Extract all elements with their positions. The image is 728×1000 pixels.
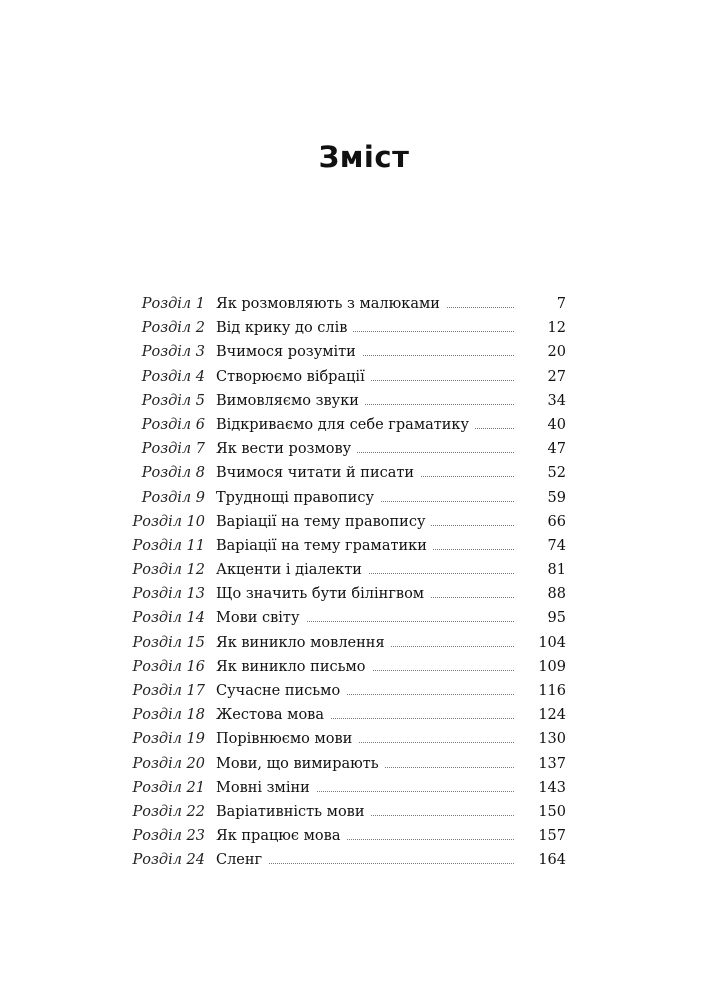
chapter-label: Розділ 5	[141, 392, 205, 409]
chapter-label: Розділ 9	[141, 489, 205, 506]
chapter-label: Розділ 24	[132, 852, 205, 869]
chapter-title: Як вести розмову	[216, 437, 357, 461]
chapter-label: Розділ 7	[141, 441, 205, 458]
chapter-label: Розділ 14	[132, 610, 205, 627]
chapter-label: Розділ 8	[141, 465, 205, 482]
toc-entry	[0, 752, 728, 776]
chapter-title: Труднощі правопису	[216, 486, 380, 510]
chapter-label: Розділ 17	[132, 683, 205, 699]
toc-entry	[0, 292, 728, 316]
page-number: 124	[538, 707, 566, 724]
chapter-title: Вчимося читати й писати	[216, 461, 420, 485]
chapter-label: Розділ 3	[141, 344, 205, 361]
page-number: 88	[547, 586, 566, 603]
chapter-label: Розділ 4	[141, 368, 205, 385]
chapter-label: Розділ 11	[132, 537, 205, 554]
page-number: 47	[547, 441, 566, 458]
page-number: 59	[547, 489, 566, 506]
chapter-title: Як виникло письмо	[216, 655, 372, 679]
chapter-title: Акценти і діалекти	[216, 558, 368, 582]
page-number: 130	[538, 731, 566, 748]
toc-entry	[0, 413, 728, 437]
page-number: 34	[547, 392, 566, 409]
page-number: 66	[547, 513, 566, 530]
chapter-label: Розділ 23	[132, 828, 205, 845]
page-number: 157	[538, 828, 566, 845]
toc-entry	[0, 703, 728, 727]
chapter-title: Варіації на тему граматики	[216, 534, 433, 558]
toc-entry	[0, 534, 728, 558]
chapter-title: Мовні зміни	[216, 776, 316, 800]
chapter-label: Розділ 6	[141, 416, 205, 433]
chapter-label: Розділ 21	[132, 779, 205, 796]
page-number: 109	[538, 658, 566, 675]
page-number: 104	[538, 634, 566, 651]
chapter-label: Розділ 13	[132, 586, 205, 603]
chapter-title: Варіативність мови	[216, 800, 371, 824]
toc-entry	[0, 510, 728, 534]
chapter-title: Мови світу	[216, 606, 306, 630]
chapter-title: Як працює мова	[216, 824, 346, 848]
page-number: 81	[547, 562, 566, 579]
chapter-title: Вчимося розуміти	[216, 340, 362, 364]
chapter-title: Як розмовляють з малюками	[216, 292, 446, 316]
toc-entry	[0, 316, 728, 340]
toc-entry	[0, 727, 728, 751]
page-number: 7	[556, 296, 566, 312]
toc-entry	[0, 437, 728, 461]
chapter-title: Жестова мова	[216, 703, 330, 727]
toc-entry	[0, 776, 728, 800]
toc-entry	[0, 824, 728, 848]
toc-entry	[0, 800, 728, 824]
chapter-label: Розділ 10	[132, 513, 205, 530]
page-number: 27	[547, 368, 566, 385]
toc-entry	[0, 486, 728, 510]
page-number: 143	[538, 779, 566, 796]
page-number: 74	[547, 537, 566, 554]
toc-entry	[0, 631, 728, 655]
chapter-title: Варіації на тему правопису	[216, 510, 431, 534]
page-number: 150	[538, 803, 566, 820]
chapter-label: Розділ 22	[132, 803, 205, 820]
chapter-title: Відкриваємо для себе граматику	[216, 413, 475, 437]
chapter-title: Як виникло мовлення	[216, 631, 391, 655]
chapter-label: Розділ 20	[132, 755, 205, 772]
page-number: 40	[547, 416, 566, 433]
page-title: Зміст	[318, 140, 410, 174]
chapter-title: Створюємо вібрації	[216, 365, 371, 389]
chapter-title: Що значить бути білінгвом	[216, 582, 430, 606]
toc-entry	[0, 365, 728, 389]
table-of-contents	[0, 292, 728, 873]
chapter-title: Вимовляємо звуки	[216, 389, 365, 413]
page-number: 137	[538, 755, 566, 772]
chapter-label: Розділ 15	[132, 634, 205, 651]
page-number: 52	[547, 465, 566, 482]
toc-entry	[0, 461, 728, 485]
chapter-title: Порівнюємо мови	[216, 727, 358, 751]
page-number: 95	[547, 610, 566, 627]
page-number: 12	[547, 320, 566, 337]
toc-entry	[0, 340, 728, 364]
chapter-label: Розділ 12	[132, 562, 205, 579]
toc-entry	[0, 848, 728, 872]
chapter-title: Від крику до слів	[216, 316, 353, 340]
chapter-title: Мови, що вимирають	[216, 752, 385, 776]
toc-entry	[0, 558, 728, 582]
chapter-label: Розділ 16	[132, 658, 205, 675]
chapter-label: Розділ 19	[132, 731, 205, 748]
toc-entry	[0, 389, 728, 413]
chapter-label: Розділ 18	[132, 707, 205, 724]
toc-entry	[0, 582, 728, 606]
page-number: 20	[547, 344, 566, 361]
chapter-label: Розділ 2	[141, 320, 205, 337]
toc-entry	[0, 679, 728, 703]
chapter-title: Сленг	[216, 848, 268, 872]
page-number: 116	[538, 683, 566, 699]
page-number: 164	[538, 852, 566, 869]
chapter-label: Розділ 1	[141, 296, 205, 312]
toc-entry	[0, 655, 728, 679]
toc-entry	[0, 606, 728, 630]
chapter-title: Сучасне письмо	[216, 679, 346, 703]
